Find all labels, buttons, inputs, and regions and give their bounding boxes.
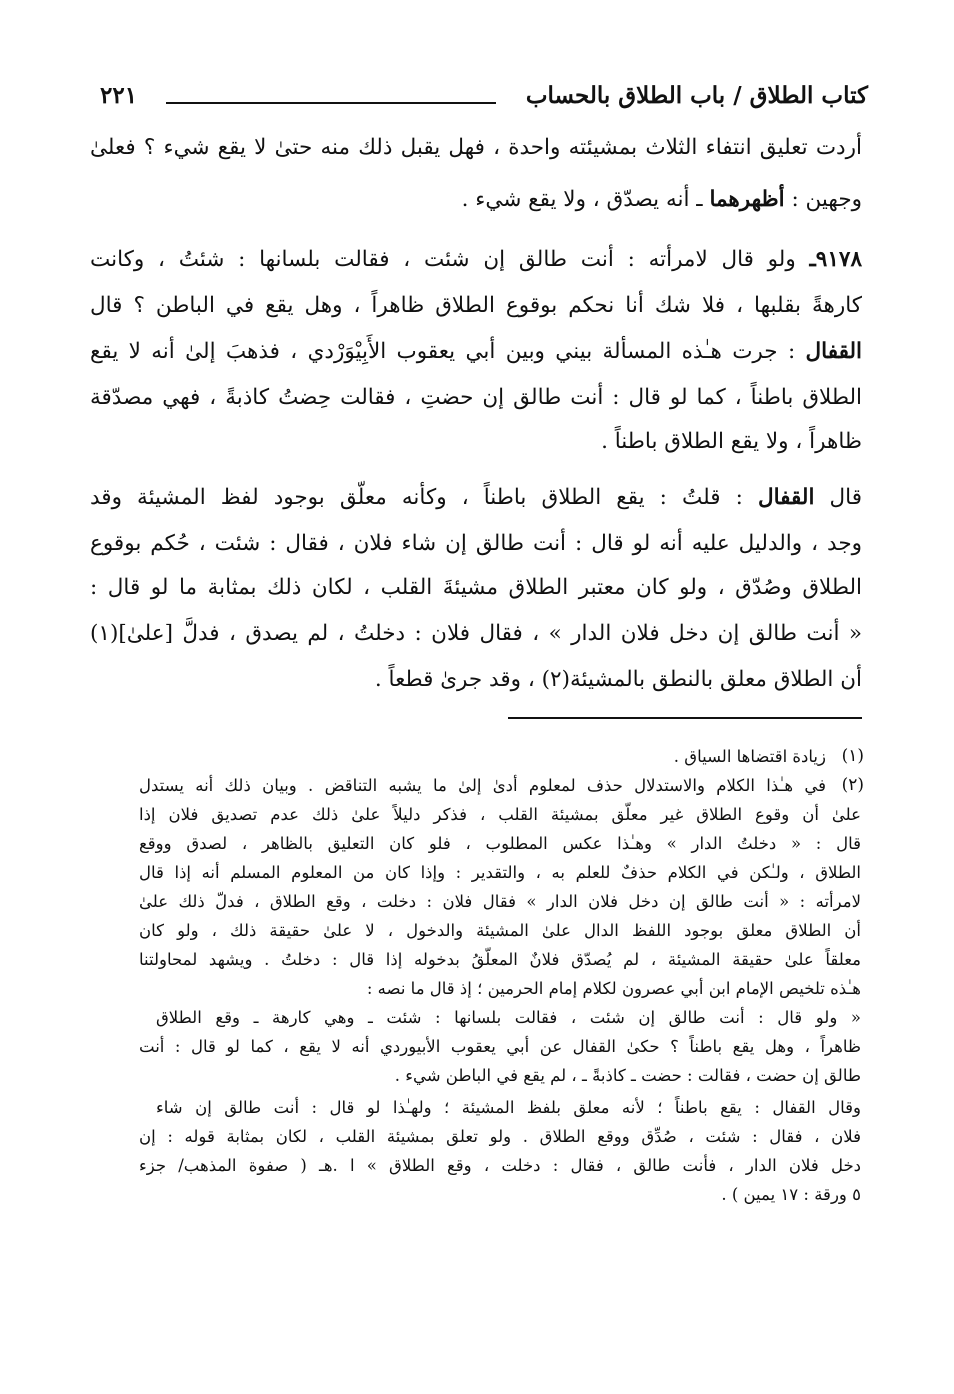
body-line	[90, 614, 862, 654]
footnote-line: ٥ ورقة : ١٧ يمين ) .	[721, 1185, 861, 1204]
body-line-text: قال	[814, 485, 862, 510]
body-line	[90, 478, 862, 518]
footnote-line: أن الطلاق معلق بوجود اللفظ الدال علىٰ المشيئة والدخول ، لا علىٰ حقيقة ذلك ، ولو كان	[139, 921, 861, 940]
bold-term: القفال	[805, 339, 862, 364]
page-number: ٢٢١	[100, 82, 138, 109]
footnote-line: طالق إن حضت ، فقالت : حضت ـ كاذبةً ـ ، لم يقع في الباطن شيء .	[394, 1066, 861, 1085]
footnote-line: « ولو قال : أنت طالق إن شئت ، فقالت بلسانها : شئت ـ وهي كارهة ـ وقع الطلاق	[156, 1008, 861, 1027]
bold-term: القفال	[757, 485, 815, 510]
body-line	[90, 180, 862, 220]
body-line-text: ـ أنه يصدّق ، ولا يقع شيء .	[461, 187, 710, 212]
body-line-text: أن الطلاق معلق بالنطق بالمشيئة(٢) ، وقد جرىٰ قطعاً .	[374, 667, 862, 692]
footnote-line: معلقاً علىٰ حقيقة المشيئة ، لم يُصدّق فلانٌ المعلّقُ بدخوله إذا قال : دخلتُ . ويشهد لمحاولتنا	[139, 950, 861, 969]
body-line-text: : جرت هـٰذه المسألة بيني وبين أبي يعقوب الأَبِيْوَرْدي ، فذهبَ إلىٰ أنه لا يقع	[90, 339, 806, 364]
body-line	[90, 286, 862, 326]
footnote-line: لامرأته : « أنت طالق إن دخل فلان الدار » فقال فلان : دخلت ، وقع الطلاق ، فدلّ ذلك علىٰ	[139, 892, 861, 911]
header-rule	[166, 102, 496, 104]
footnote-line: في هـٰذا الكلام والاستدلال حذف لمعلوم أدىٰ إلىٰ ما يشبه التناقض . وبيان ذلك أنه يستدل	[139, 776, 826, 795]
body-line-text: : قلتُ : يقع الطلاق باطناً ، وكأنه معلّق بوجود لفظ المشيئة وقد	[90, 485, 758, 510]
body-line	[90, 422, 862, 462]
body-line-text: ولو قال لامرأته : أنت طالق إن شئت ، فقالت بلسانها : شئتُ ، وكانت	[90, 247, 810, 272]
body-line-text: « أنت طالق إن دخل فلان الدار » ، فقال فلان : دخلتُ ، لم يصدق ، فدلَّ [علىٰ](١)	[90, 621, 862, 646]
body-line	[90, 128, 862, 168]
body-line-text: كارهةً بقلبها ، فلا شك أنا نحكم بوقوع الطلاق ظاهراً ، وهل يقع في الباطن ؟ قال	[90, 293, 862, 318]
body-line	[90, 660, 862, 700]
footnote-line: فلان ، فقال : شئت ، صُدِّق ووقع الطلاق . ولو تعلق بمشيئة القلب ، لكان بمثابة قوله : إن	[139, 1127, 861, 1146]
body-line-text: أردت تعليق انتفاء الثلاث بمشيئته واحدة ، فهل يقبل ذلك منه حتىٰ لا يقع شيء ؟ فعلىٰ	[90, 135, 862, 160]
footnote-line: ظاهراً ، وهل يقع باطناً ؟ حكىٰ القفال عن أبي يعقوب الأبيوردي أنه لا يقع ، كما لو قال : أنت	[139, 1037, 861, 1056]
running-header-title: كتاب الطلاق / باب الطلاق بالحساب	[525, 82, 868, 109]
footnote-separator	[508, 717, 862, 719]
body-line-text: الطلاق وصُدّق ، ولو كان معتبر الطلاق مشيئةَ القلب ، لكان ذلك بمثابة ما لو قال :	[90, 575, 862, 600]
body-line	[90, 240, 862, 280]
body-line-text: الطلاق باطناً ، كما لو قال : أنت طالق إن حضتِ ، فقالت حِضتُ كاذبةً ، فهي مصدّقة	[90, 385, 862, 410]
footnote-marker: (١)	[841, 746, 864, 766]
bold-term: ٩١٧٨ـ	[809, 247, 862, 272]
body-line	[90, 378, 862, 418]
body-line-text: ظاهراً ، ولا يقع الطلاق باطناً .	[601, 429, 862, 454]
body-line	[90, 524, 862, 564]
footnote-line: زيادة اقتضاها السياق .	[673, 747, 826, 766]
footnote-marker: (٢)	[841, 775, 864, 795]
footnote-line: دخل فلان الدار ، فأنت طالق ، فقال : دخلت ، وقع الطلاق » ا .هـ ( صفوة المذهب/ جزء	[139, 1156, 861, 1175]
footnote-line: الطلاق ، ولـٰكن في الكلام حذفٌ للعلم به ، والتقدير : وإذا كان من المعلوم المسلم أنه إذا قال	[139, 863, 861, 882]
footnote-line: قال : « دخلتُ الدار » وهـٰذا عكس المطلوب ، فلو كان التعليق بالظاهر ، لصدق ووقع	[139, 834, 861, 853]
bold-term: أظهرهما	[709, 187, 785, 212]
body-line-text: وجد ، والدليل عليه أنه لو قال : أنت طالق إن شاء فلان ، فقال : شئت ، حُكم بوقوع	[90, 531, 862, 556]
body-line-text: وجهين :	[784, 187, 862, 212]
body-line	[90, 332, 862, 372]
body-line	[90, 568, 862, 608]
footnote-line: وقال القفال : يقع باطناً ؛ لأنه معلق بلفظ المشيئة ؛ ولهـٰذا لو قال : أنت طالق إن شاء	[156, 1098, 861, 1117]
footnote-line: علىٰ أن وقوع الطلاق غير معلّق بمشيئة القلب ، فذكر دليلاً علىٰ ذلك عدم تصديق فلان إذا	[139, 805, 861, 824]
footnote-line: هـٰذه تلخيص الإمام ابن أبي عصرون لكلام إمام الحرمين ؛ إذ قال ما نصه :	[366, 979, 861, 998]
